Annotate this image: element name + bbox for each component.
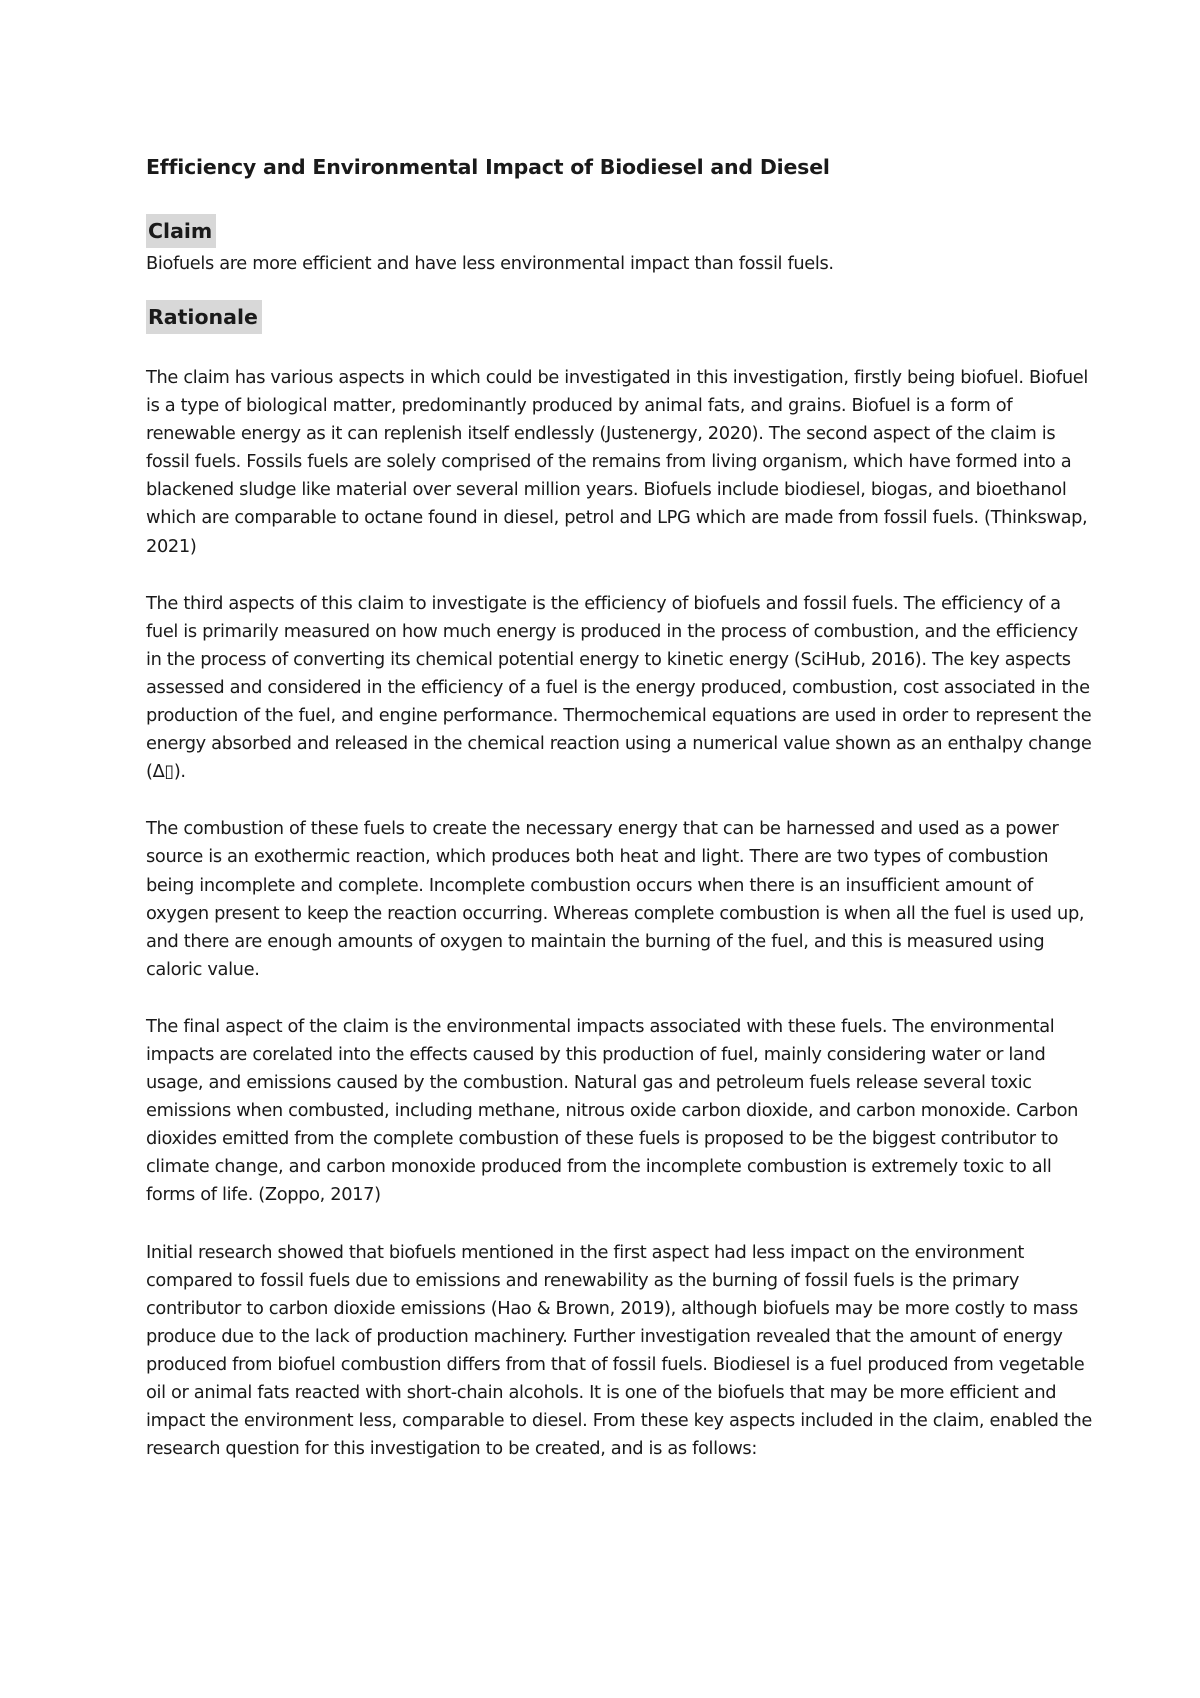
rationale-heading: Rationale [146,300,262,334]
rationale-paragraph-1: The claim has various aspects in which could be investigated in this investigation, firstly being biofuel. Biofuel is a type of biological matter, predominantly produced by animal fats, and grains. Biofuel is a form of renewable energy as it can replenish itself endlessly (Justenergy, 2020). The second aspect of the claim is fossil fuels. Fossils fuels are solely comprised of the remains from living organism, which have formed into a blackened sludge like material over several million years. Biofuels include biodiesel, biogas, and bioethanol which are comparable to octane found in diesel, petrol and LPG which are made from fossil fuels. (Thinkswap, 2021) [146,367,1088,557]
document-title: Efficiency and Environmental Impact of Biodiesel and Diesel [146,155,830,179]
claim-text: Biofuels are more efficient and have less environmental impact than fossil fuels. [146,253,834,274]
claim-section [146,214,1096,278]
document-body [146,150,1096,1492]
claim-heading: Claim [146,214,216,248]
rationale-paragraph-4: The final aspect of the claim is the environmental impacts associated with these fuels. The environmental impacts are corelated into the effects caused by this production of fuel, mainly considering water or land usage, and emissions caused by the combustion. Natural gas and petroleum fuels release several toxic emissions when combusted, including methane, nitrous oxide carbon dioxide, and carbon monoxide. Carbon dioxides emitted from the complete combustion of these fuels is proposed to be the biggest contributor to climate change, and carbon monoxide produced from the incomplete combustion is extremely toxic to all forms of life. (Zoppo, 2017) [146,1015,1079,1206]
rationale-paragraph-3: The combustion of these fuels to create the necessary energy that can be harnessed and used as a power source is an exothermic reaction, which produces both heat and light. There are two types of combustion being incomplete and complete. Incomplete combustion occurs when there is an insufficient amount of oxygen present to keep the reaction occurring. Whereas complete combustion is when all the fuel is used up, and there are enough amounts of oxygen to maintain the burning of the fuel, and this is measured using caloric value. [146,818,1085,980]
rationale-paragraph-2: The third aspects of this claim to investigate is the efficiency of biofuels and fossil fuels. The efficiency of a fuel is primarily measured on how much energy is produced in the process of combustion, and the efficiency in the process of converting its chemical potential energy to kinetic energy (SciHub, 2016). The key aspects assessed and considered in the efficiency of a fuel is the energy produced, combustion, cost associated in the production of the fuel, and engine performance. Thermochemical equations are used in order to represent the energy absorbed and released in the chemical reaction using a numerical value shown as an enthalpy change (Δ▯). [146,592,1092,783]
rationale-section [146,300,1096,1463]
rationale-paragraph-5: Initial research showed that biofuels mentioned in the first aspect had less impact on the environment compared to fossil fuels due to emissions and renewability as the burning of fossil fuels is the primary contributor to carbon dioxide emissions (Hao & Brown, 2019), although biofuels may be more costly to mass produce due to the lack of production machinery. Further investigation revealed that the amount of energy produced from biofuel combustion differs from that of fossil fuels. Biodiesel is a fuel produced from vegetable oil or animal fats reacted with short-chain alcohols. It is one of the biofuels that may be more efficient and impact the environment less, comparable to diesel. From these key aspects included in the claim, enabled the research question for this investigation to be created, and is as follows: [146,1241,1092,1460]
